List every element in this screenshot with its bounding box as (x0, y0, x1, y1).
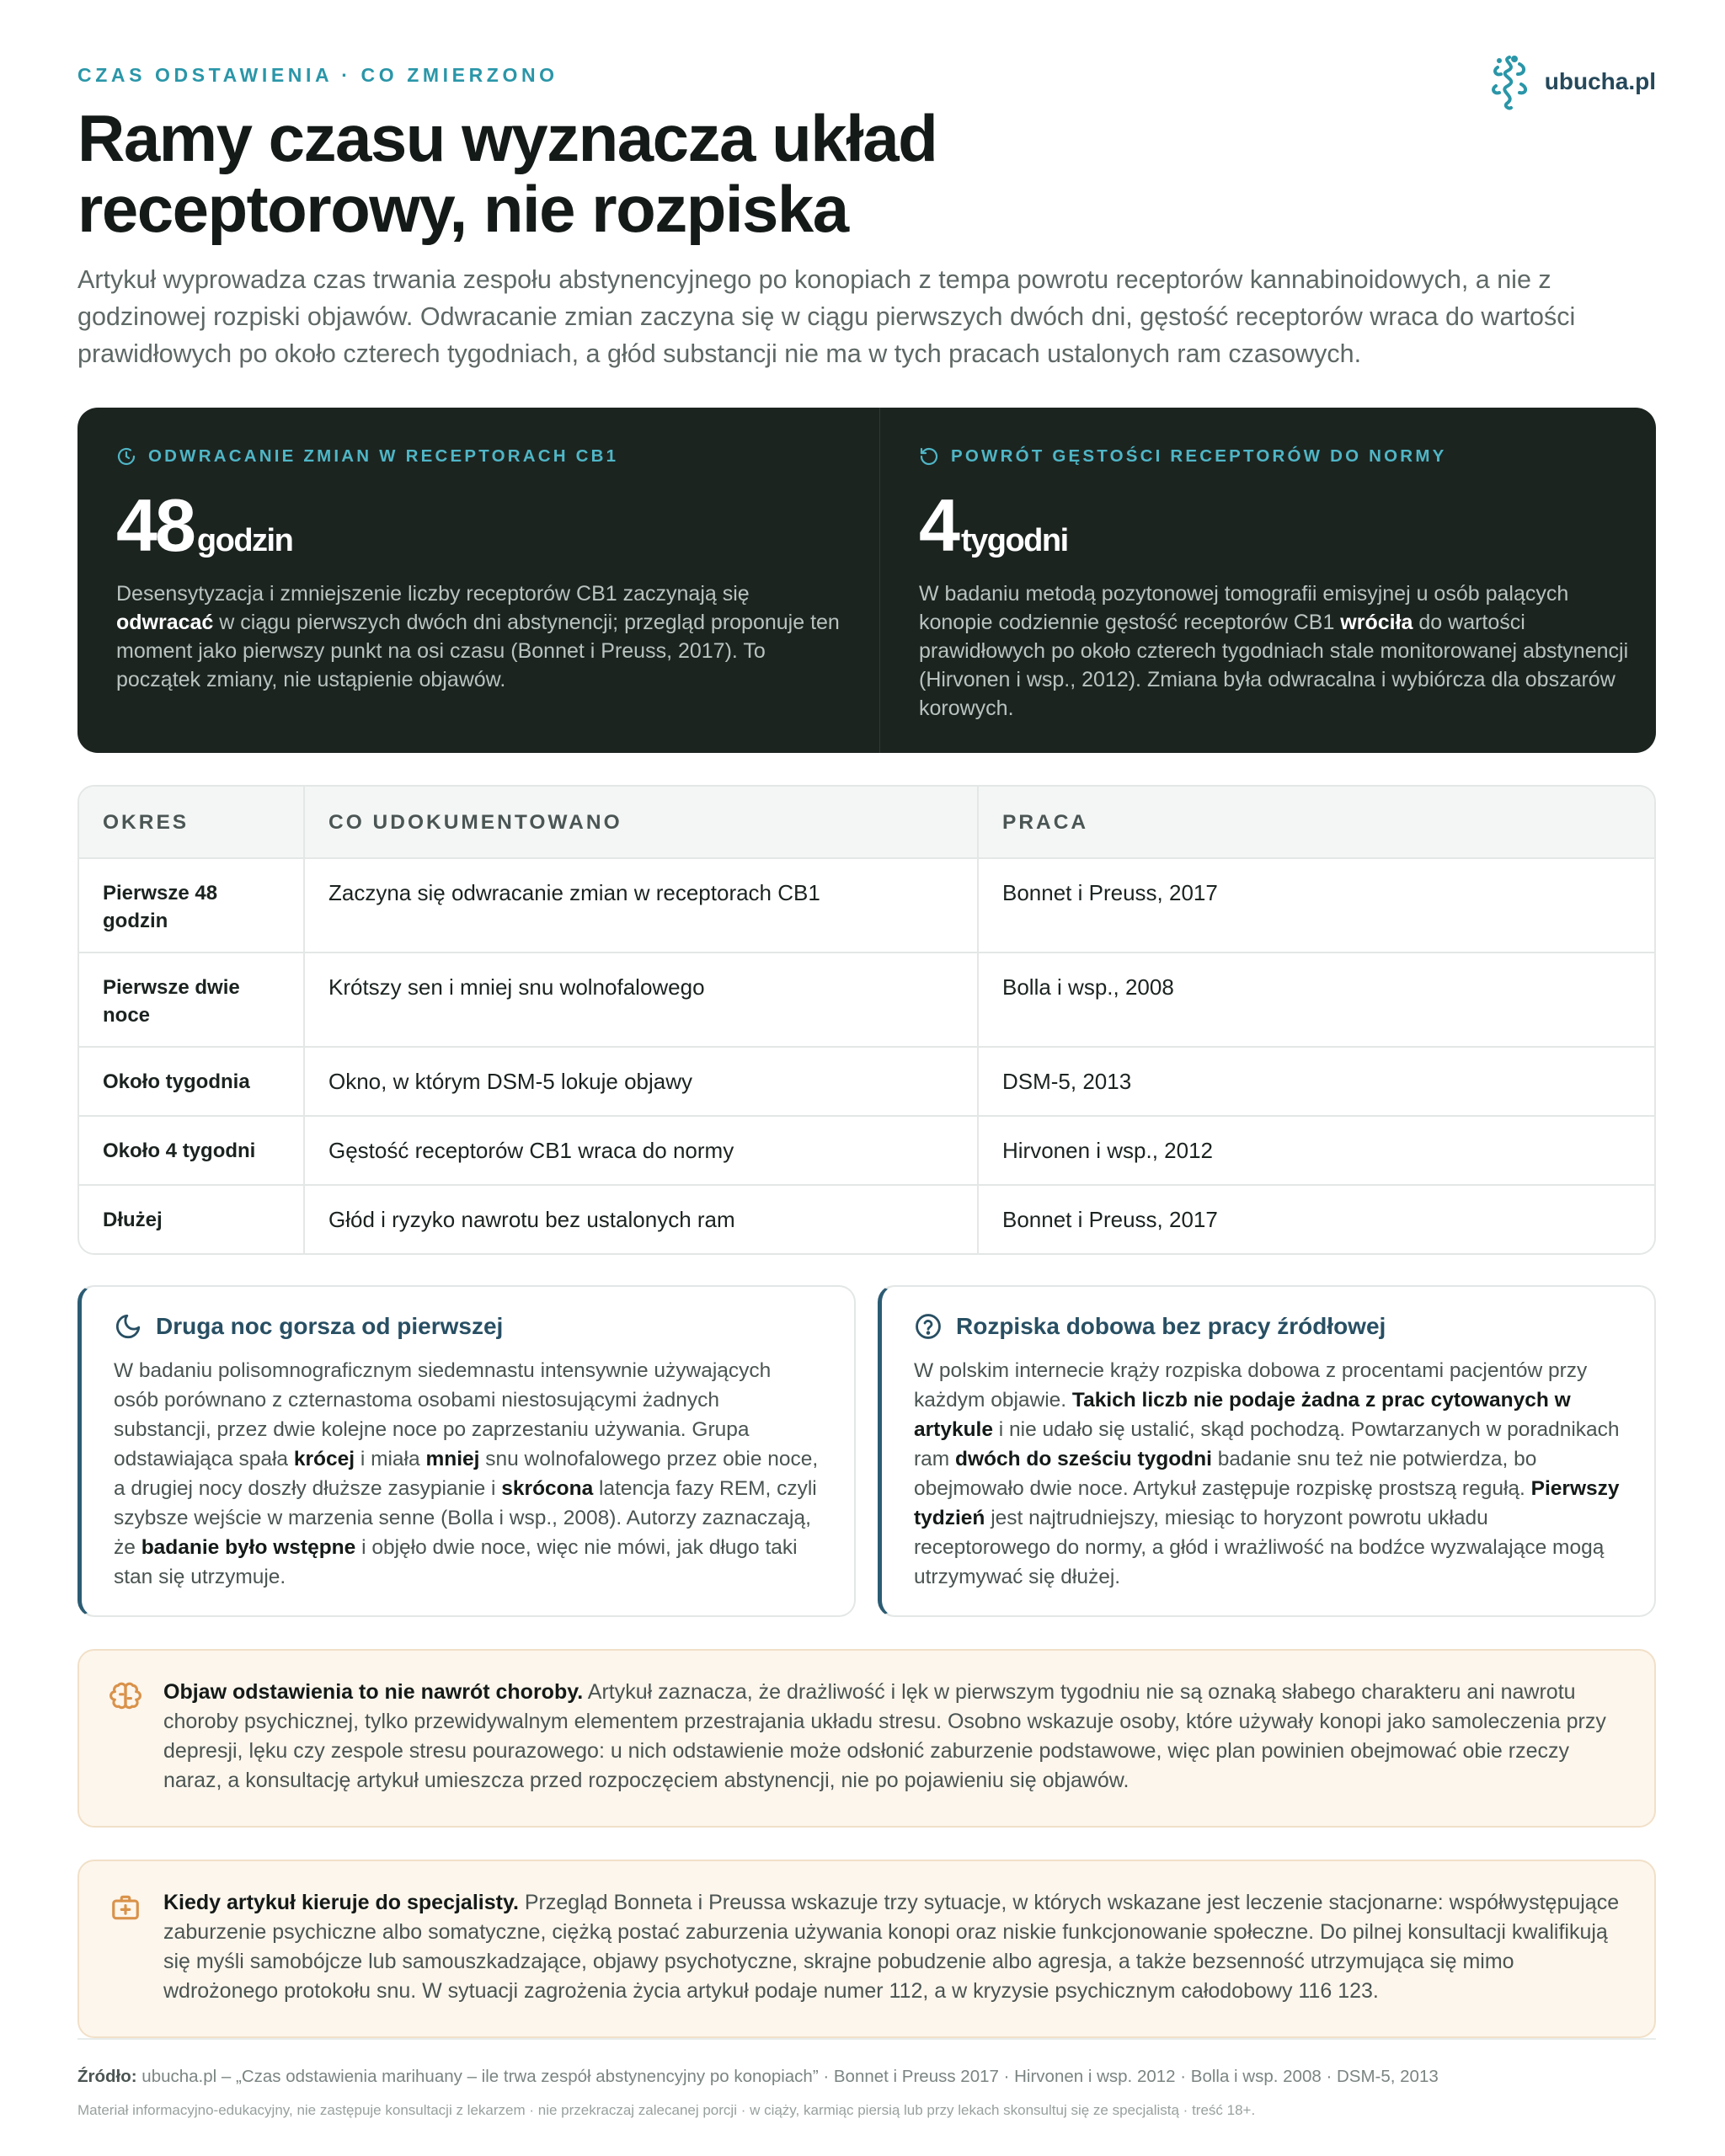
lead-paragraph: Artykuł wyprowadza czas trwania zespołu abstynencyjnego po konopiach z tempa powrotu receptorów kannabinoidowych, a nie z godzinowej rozpiski objawów. Odwracanie zmian zaczyna się w ciągu pierwszych dwóch dni, gęstość receptorów wraca do wartości prawidłowych po około czterech tygodniach, a głód substancji nie ma w tych pracach ustalonych ram czasowych. (77, 265, 1576, 368)
kombucha-scoby-icon (1486, 52, 1533, 111)
source-cell: Bonnet i Preuss, 2017 (1002, 1207, 1218, 1232)
card-body: W badaniu polisomnograficznym siedemnastu intensywnie używających osób porównano z czternastoma osobami niestosującymi żadnych substancji, przez dwie kolejne noce po zaprzestaniu używania. Grupa odstawiająca spała krócej i miała mniej snu wolnofalowego przez obie noce, a drugiej nocy doszły dłuższe zasypianie i skrócona latencja fazy REM, czyli szybsze wejście w marzenia senne (Bolla i wsp., 2008). Autorzy zaznaczają, że badanie było wstępne i objęło dwie noce, więc nie mówi, jak długo taki stan się utrzymuje. (114, 1359, 819, 1588)
stat-value (919, 485, 1643, 566)
documented-cell: Zaczyna się odwracanie zmian w receptorach CB1 (305, 859, 979, 952)
stat-unit: tygodni (960, 523, 1068, 558)
sleep-study-card (77, 1285, 856, 1617)
table-header-row (79, 787, 1654, 857)
stat-unit: godzin (196, 523, 293, 558)
table-row (79, 857, 1654, 952)
stat-number: 48 (116, 483, 194, 567)
documented-cell: Głód i ryzyko nawrotu bez ustalonych ram (305, 1186, 979, 1253)
period-cell: Pierwsze 48 godzin (79, 859, 305, 952)
table-row (79, 1184, 1654, 1253)
documented-cell: Gęstość receptorów CB1 wraca do normy (305, 1117, 979, 1184)
stat-cb1-reversal (77, 408, 879, 753)
timeline-table (77, 785, 1656, 1255)
column-header: PRACA (1002, 811, 1089, 834)
callout-text: Kiedy artykuł kieruje do specjalisty. Przegląd Bonneta i Preussa wskazuje trzy sytuacje, w których wskazane jest leczenie stacjonarne: współwystępujące zaburzenie psychiczne albo somatyczne, ciężką postać zaburzenia używania konopi oraz niskie funkcjonowanie społeczne. Do pilnej konsultacji kwalifikują się myśli samobójcze lub samouszkadzające, objawy psychotyczne, skrajne pobudzenie albo agresja, a także bezsenność utrzymująca się mimo wdrożonego protokołu snu. W sytuacji zagrożenia życia artykuł podaje numer 112, a w kryzysie psychicznym całodobowy 116 123. (163, 1891, 1620, 2003)
card-title: Druga noc gorsza od pierwszej (114, 1312, 820, 1341)
documented-cell: Okno, w którym DSM-5 lokuje objawy (305, 1048, 979, 1115)
table-row (79, 1046, 1654, 1115)
source-line: Źródło: ubucha.pl – „Czas odstawienia marihuany – ile trwa zespół abstynencyjny po konopiach” · Bonnet i Preuss 2017 · Hirvonen i wsp. 2012 · Bolla i wsp. 2008 · DSM-5, 2013 (77, 2067, 1439, 2086)
stat-label: ODWRACANIE ZMIAN W RECEPTORACH CB1 (116, 446, 841, 467)
logo-text: ubucha.pl (1544, 68, 1656, 94)
stat-value (116, 485, 841, 566)
stats-panel (77, 408, 1656, 753)
period-cell: Około 4 tygodni (79, 1117, 305, 1184)
daily-schedule-card (878, 1285, 1656, 1617)
column-header: CO UDOKUMENTOWANO (305, 787, 979, 857)
card-body: W polskim internecie krąży rozpiska dobowa z procentami pacjentów przy każdym objawie. Takich liczb nie podaje żadna z prac cytowanych w artykule i nie udało się ustalić, skąd pochodzą. Powtarzanych w poradnikach ram dwóch do sześciu tygodni badanie snu też nie potwierdza, bo obejmowało dwie noce. Artykuł zastępuje rozpiskę prostszą regułą. Pierwszy tydzień jest najtrudniejszy, miesiąc to horyzont powrotu układu receptorowego do normy, a głód i wrażliwość na bodźce wyzwalające mogą utrzymywać się dłużej. (914, 1359, 1620, 1588)
stat-receptor-density (879, 408, 1682, 753)
footer-divider (77, 2038, 1656, 2040)
stat-description: Desensytyzacja i zmniejszenie liczby receptorów CB1 zaczynają się odwracać w ciągu pierwszych dwóch dni abstynencji; przegląd proponuje ten moment jako pierwszy punkt na osi czasu (Bonnet i Preuss, 2017). To początek zmiany, nie ustąpienie objawów. (116, 582, 840, 691)
specialist-referral-callout (77, 1860, 1656, 2038)
documented-cell: Krótszy sen i mniej snu wolnofalowego (305, 953, 979, 1046)
card-title: Rozpiska dobowa bez pracy źródłowej (914, 1312, 1621, 1341)
stat-number: 4 (919, 483, 958, 567)
disclaimer: Materiał informacyjno-edukacyjny, nie zastępuje konsultacji z lekarzem · nie przekraczaj zalecanej porcji · w ciąży, karmiąc piersią lub przy lekach skonsultuj się ze specjalistą · treść 18+. (77, 2102, 1256, 2118)
period-cell: Dłużej (79, 1186, 305, 1253)
source-cell: DSM-5, 2013 (1002, 1069, 1132, 1094)
clock-icon (116, 446, 136, 467)
logo[interactable] (1486, 52, 1656, 111)
rotate-ccw-icon (919, 446, 939, 467)
help-circle-icon (914, 1312, 943, 1341)
brain-icon (109, 1681, 142, 1713)
column-header: OKRES (79, 787, 305, 857)
table-row (79, 952, 1654, 1046)
source-cell: Bolla i wsp., 2008 (1002, 974, 1174, 1000)
moon-icon (114, 1312, 142, 1341)
callout-text: Objaw odstawienia to nie nawrót choroby. Artykuł zaznacza, że drażliwość i lęk w pierwszym tygodniu nie są oznaką słabego charakteru ani nawrotu choroby psychicznej, tylko przewidywalnym elementem przestrajania układu stresu. Osobno wskazuje osoby, które używały konopi jako samoleczenia przy depresji, lęku czy zespole stresu pourazowego: u nich odstawienie może odsłonić zaburzenie podstawowe, więc plan powinien obejmować obie rzeczy naraz, a konsultację artykuł umieszcza przed rozpoczęciem abstynencji, nie po pojawieniu się objawów. (163, 1680, 1606, 1792)
withdrawal-vs-relapse-callout (77, 1649, 1656, 1828)
source-cell: Hirvonen i wsp., 2012 (1002, 1138, 1214, 1163)
source-cell: Bonnet i Preuss, 2017 (1002, 880, 1218, 905)
stat-description: W badaniu metodą pozytonowej tomografii emisyjnej u osób palących konopie codziennie gęstość receptorów CB1 wróciła do wartości prawidłowych po około czterech tygodniach stale monitorowanej abstynencji (Hirvonen i wsp., 2012). Zmiana była odwracalna i wybiórcza dla obszarów korowych. (919, 582, 1629, 720)
stat-label: POWRÓT GĘSTOŚCI RECEPTORÓW DO NORMY (919, 446, 1643, 467)
eyebrow-label: CZAS ODSTAWIENIA · CO ZMIERZONO (77, 64, 558, 86)
medical-kit-icon (109, 1892, 142, 1924)
page-title: Ramy czasu wyznacza układ receptorowy, nie rozpiska (77, 101, 937, 246)
period-cell: Pierwsze dwie noce (79, 953, 305, 1046)
table-row (79, 1115, 1654, 1184)
period-cell: Około tygodnia (79, 1048, 305, 1115)
